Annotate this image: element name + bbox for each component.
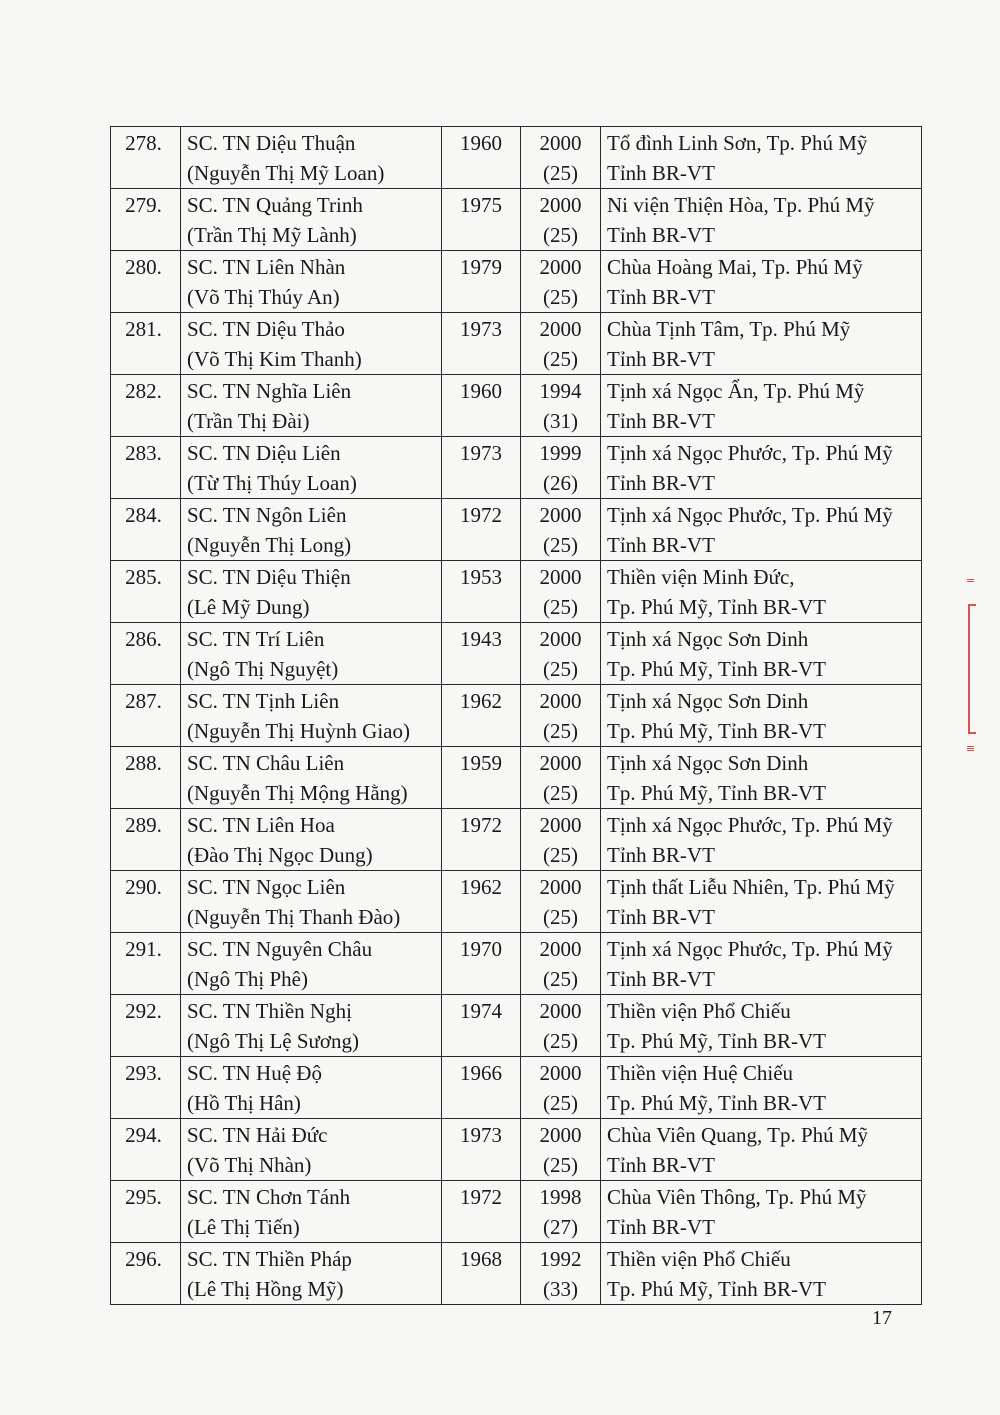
lay-name: (Ngô Thị Lệ Sương) (187, 1029, 359, 1053)
address-line-1: Tịnh thất Liễu Nhiên, Tp. Phú Mỹ (607, 875, 895, 899)
ordination-cell (521, 251, 601, 313)
nun-name-cell (181, 809, 442, 871)
birth-year: 1953 (442, 561, 521, 623)
birth-year: 1966 (442, 1057, 521, 1119)
birth-year: 1973 (442, 1119, 521, 1181)
nun-name-cell (181, 189, 442, 251)
address-cell (601, 251, 922, 313)
ordination-cell (521, 375, 601, 437)
ordination-age: (25) (543, 161, 578, 185)
ordination-age: (25) (543, 533, 578, 557)
row-number: 290. (111, 871, 181, 933)
ordination-age: (27) (543, 1215, 578, 1239)
ordination-year: 1998 (539, 1185, 582, 1209)
address-line-2: Tỉnh BR-VT (607, 843, 715, 867)
nun-name-cell (181, 871, 442, 933)
birth-year: 1959 (442, 747, 521, 809)
dharma-name: SC. TN Trí Liên (187, 627, 325, 651)
birth-year: 1973 (442, 437, 521, 499)
address-line-1: Chùa Hoàng Mai, Tp. Phú Mỹ (607, 255, 863, 279)
address-line-2: Tỉnh BR-VT (607, 347, 715, 371)
address-line-2: Tỉnh BR-VT (607, 223, 715, 247)
ordination-year: 1992 (539, 1247, 582, 1271)
birth-year: 1974 (442, 995, 521, 1057)
ordination-age: (31) (543, 409, 578, 433)
address-line-1: Tịnh xá Ngọc Sơn Dinh (607, 627, 809, 651)
birth-year: 1975 (442, 189, 521, 251)
address-line-2: Tỉnh BR-VT (607, 409, 715, 433)
row-number: 279. (111, 189, 181, 251)
nun-name-cell (181, 375, 442, 437)
nun-name-cell (181, 1057, 442, 1119)
ordination-cell (521, 747, 601, 809)
table-row (111, 747, 922, 809)
ordination-age: (25) (543, 843, 578, 867)
table-row (111, 1057, 922, 1119)
table-row (111, 809, 922, 871)
ordination-cell (521, 313, 601, 375)
address-cell (601, 189, 922, 251)
row-number: 287. (111, 685, 181, 747)
address-line-2: Tỉnh BR-VT (607, 285, 715, 309)
address-line-1: Ni viện Thiện Hòa, Tp. Phú Mỹ (607, 193, 875, 217)
ordination-cell (521, 561, 601, 623)
lay-name: (Võ Thị Nhàn) (187, 1153, 312, 1177)
dharma-name: SC. TN Nguyên Châu (187, 937, 373, 961)
ordination-year: 2000 (539, 255, 582, 279)
address-cell (601, 747, 922, 809)
table-row (111, 1119, 922, 1181)
ordination-year: 1999 (539, 441, 582, 465)
lay-name: (Nguyễn Thị Mỹ Loan) (187, 161, 385, 185)
address-cell (601, 561, 922, 623)
address-line-1: Tịnh xá Ngọc Phước, Tp. Phú Mỹ (607, 937, 893, 961)
address-line-1: Tịnh xá Ngọc Sơn Dinh (607, 689, 809, 713)
nun-name-cell (181, 1119, 442, 1181)
nun-name-cell (181, 313, 442, 375)
address-cell (601, 1119, 922, 1181)
row-number: 278. (111, 127, 181, 189)
ordination-cell (521, 189, 601, 251)
address-line-2: Tỉnh BR-VT (607, 1153, 715, 1177)
dharma-name: SC. TN Liên Nhàn (187, 255, 346, 279)
ordination-year: 2000 (539, 1123, 582, 1147)
dharma-name: SC. TN Diệu Liên (187, 441, 341, 465)
lay-name: (Nguyễn Thị Huỳnh Giao) (187, 719, 410, 743)
address-line-1: Tịnh xá Ngọc Ẩn, Tp. Phú Mỹ (607, 379, 865, 403)
row-number: 285. (111, 561, 181, 623)
birth-year: 1972 (442, 499, 521, 561)
address-cell (601, 1057, 922, 1119)
address-line-1: Thiền viện Minh Đức, (607, 565, 795, 589)
row-number: 289. (111, 809, 181, 871)
ordination-age: (25) (543, 657, 578, 681)
address-line-2: Tỉnh BR-VT (607, 471, 715, 495)
ordination-cell (521, 995, 601, 1057)
dharma-name: SC. TN Ngôn Liên (187, 503, 347, 527)
ordination-year: 2000 (539, 317, 582, 341)
address-line-1: Chùa Tịnh Tâm, Tp. Phú Mỹ (607, 317, 851, 341)
dharma-name: SC. TN Thiền Nghị (187, 999, 352, 1023)
address-line-1: Thiền viện Huệ Chiếu (607, 1061, 794, 1085)
birth-year: 1943 (442, 623, 521, 685)
lay-name: (Nguyễn Thị Thanh Đào) (187, 905, 401, 929)
dharma-name: SC. TN Huệ Độ (187, 1061, 322, 1085)
table-row (111, 995, 922, 1057)
dharma-name: SC. TN Hải Đức (187, 1123, 328, 1147)
lay-name: (Trần Thị Đài) (187, 409, 310, 433)
address-line-1: Tịnh xá Ngọc Sơn Dinh (607, 751, 809, 775)
address-cell (601, 933, 922, 995)
ordination-year: 2000 (539, 565, 582, 589)
row-number: 284. (111, 499, 181, 561)
address-line-2: Tp. Phú Mỹ, Tỉnh BR-VT (607, 719, 826, 743)
birth-year: 1973 (442, 313, 521, 375)
address-line-2: Tp. Phú Mỹ, Tỉnh BR-VT (607, 781, 826, 805)
address-line-2: Tỉnh BR-VT (607, 1215, 715, 1239)
dharma-name: SC. TN Châu Liên (187, 751, 345, 775)
nun-name-cell (181, 499, 442, 561)
table-row (111, 375, 922, 437)
ordination-year: 2000 (539, 813, 582, 837)
ordination-year: 2000 (539, 627, 582, 651)
row-number: 281. (111, 313, 181, 375)
table-row (111, 313, 922, 375)
table-row (111, 1181, 922, 1243)
row-number: 282. (111, 375, 181, 437)
address-line-1: Thiền viện Phổ Chiếu (607, 1247, 791, 1271)
address-line-2: Tp. Phú Mỹ, Tỉnh BR-VT (607, 657, 826, 681)
row-number: 294. (111, 1119, 181, 1181)
address-cell (601, 1181, 922, 1243)
table-row (111, 561, 922, 623)
address-cell (601, 685, 922, 747)
address-line-2: Tp. Phú Mỹ, Tỉnh BR-VT (607, 1091, 826, 1115)
nun-name-cell (181, 623, 442, 685)
nun-name-cell (181, 251, 442, 313)
nun-name-cell (181, 747, 442, 809)
table-row (111, 685, 922, 747)
lay-name: (Võ Thị Kim Thanh) (187, 347, 362, 371)
lay-name: (Đào Thị Ngọc Dung) (187, 843, 373, 867)
lay-name: (Lê Thị Hồng Mỹ) (187, 1277, 344, 1301)
address-cell (601, 499, 922, 561)
row-number: 293. (111, 1057, 181, 1119)
ordination-year: 2000 (539, 999, 582, 1023)
address-cell (601, 995, 922, 1057)
ordination-age: (25) (543, 1091, 578, 1115)
dharma-name: SC. TN Ngọc Liên (187, 875, 346, 899)
table-row (111, 933, 922, 995)
dharma-name: SC. TN Chơn Tánh (187, 1185, 351, 1209)
nun-name-cell (181, 1181, 442, 1243)
row-number: 288. (111, 747, 181, 809)
ordination-cell (521, 499, 601, 561)
ordination-age: (25) (543, 285, 578, 309)
address-cell (601, 623, 922, 685)
lay-name: (Hồ Thị Hân) (187, 1091, 301, 1115)
ordination-age: (26) (543, 471, 578, 495)
ordination-age: (25) (543, 1029, 578, 1053)
lay-name: (Võ Thị Thúy An) (187, 285, 340, 309)
ordination-age: (33) (543, 1277, 578, 1301)
ordination-cell (521, 437, 601, 499)
birth-year: 1979 (442, 251, 521, 313)
address-line-1: Thiền viện Phổ Chiếu (607, 999, 791, 1023)
dharma-name: SC. TN Tịnh Liên (187, 689, 340, 713)
ordination-age: (25) (543, 719, 578, 743)
ordination-year: 2000 (539, 751, 582, 775)
ordination-table (110, 126, 922, 1305)
ordination-year: 1994 (539, 379, 582, 403)
ordination-year: 2000 (539, 1061, 582, 1085)
address-line-1: Tổ đình Linh Sơn, Tp. Phú Mỹ (607, 131, 868, 155)
ordination-year: 2000 (539, 937, 582, 961)
address-line-2: Tỉnh BR-VT (607, 905, 715, 929)
table-row (111, 189, 922, 251)
table-row (111, 251, 922, 313)
ordination-cell (521, 933, 601, 995)
birth-year: 1972 (442, 1181, 521, 1243)
table-body (111, 127, 922, 1305)
ordination-cell (521, 685, 601, 747)
dharma-name: SC. TN Diệu Thuận (187, 131, 356, 155)
address-line-1: Tịnh xá Ngọc Phước, Tp. Phú Mỹ (607, 813, 893, 837)
lay-name: (Ngô Thị Nguyệt) (187, 657, 339, 681)
address-line-1: Chùa Viên Quang, Tp. Phú Mỹ (607, 1123, 869, 1147)
row-number: 296. (111, 1243, 181, 1305)
ordination-age: (25) (543, 1153, 578, 1177)
lay-name: (Ngô Thị Phê) (187, 967, 308, 991)
ordination-cell (521, 1119, 601, 1181)
address-cell (601, 375, 922, 437)
address-line-2: Tp. Phú Mỹ, Tỉnh BR-VT (607, 1277, 826, 1301)
table-row (111, 499, 922, 561)
dharma-name: SC. TN Liên Hoa (187, 813, 335, 837)
address-cell (601, 313, 922, 375)
page-number: 17 (872, 1307, 892, 1329)
birth-year: 1962 (442, 871, 521, 933)
ordination-year: 2000 (539, 875, 582, 899)
lay-name: (Từ Thị Thúy Loan) (187, 471, 357, 495)
lay-name: (Trần Thị Mỹ Lành) (187, 223, 357, 247)
address-line-2: Tỉnh BR-VT (607, 161, 715, 185)
address-line-2: Tỉnh BR-VT (607, 533, 715, 557)
ordination-cell (521, 1243, 601, 1305)
ordination-year: 2000 (539, 689, 582, 713)
ordination-cell (521, 1181, 601, 1243)
ordination-year: 2000 (539, 193, 582, 217)
birth-year: 1960 (442, 127, 521, 189)
row-number: 291. (111, 933, 181, 995)
ordination-cell (521, 127, 601, 189)
birth-year: 1970 (442, 933, 521, 995)
ordination-cell (521, 1057, 601, 1119)
ordination-year: 2000 (539, 503, 582, 527)
table-row (111, 127, 922, 189)
address-line-1: Tịnh xá Ngọc Phước, Tp. Phú Mỹ (607, 441, 893, 465)
row-number: 280. (111, 251, 181, 313)
address-cell (601, 127, 922, 189)
dharma-name: SC. TN Quảng Trinh (187, 193, 363, 217)
table-row (111, 1243, 922, 1305)
ordination-age: (25) (543, 967, 578, 991)
table-row (111, 437, 922, 499)
address-cell (601, 437, 922, 499)
lay-name: (Nguyễn Thị Mộng Hằng) (187, 781, 408, 805)
address-line-2: Tỉnh BR-VT (607, 967, 715, 991)
ordination-year: 2000 (539, 131, 582, 155)
address-cell (601, 1243, 922, 1305)
nun-name-cell (181, 995, 442, 1057)
dharma-name: SC. TN Nghĩa Liên (187, 379, 352, 403)
table-row (111, 623, 922, 685)
ordination-cell (521, 871, 601, 933)
address-line-2: Tp. Phú Mỹ, Tỉnh BR-VT (607, 595, 826, 619)
dharma-name: SC. TN Diệu Thiện (187, 565, 351, 589)
ordination-cell (521, 623, 601, 685)
row-number: 283. (111, 437, 181, 499)
nun-name-cell (181, 933, 442, 995)
lay-name: (Nguyễn Thị Long) (187, 533, 352, 557)
nun-name-cell (181, 437, 442, 499)
table-row (111, 871, 922, 933)
ordination-age: (25) (543, 781, 578, 805)
ordination-age: (25) (543, 223, 578, 247)
nun-name-cell (181, 1243, 442, 1305)
row-number: 286. (111, 623, 181, 685)
address-line-2: Tp. Phú Mỹ, Tỉnh BR-VT (607, 1029, 826, 1053)
birth-year: 1968 (442, 1243, 521, 1305)
address-cell (601, 871, 922, 933)
ordination-cell (521, 809, 601, 871)
row-number: 292. (111, 995, 181, 1057)
nun-name-cell (181, 685, 442, 747)
dharma-name: SC. TN Thiền Pháp (187, 1247, 352, 1271)
margin-stamp: = ≡ (966, 574, 976, 755)
lay-name: (Lê Mỹ Dung) (187, 595, 310, 619)
ordination-age: (25) (543, 347, 578, 371)
address-line-1: Chùa Viên Thông, Tp. Phú Mỹ (607, 1185, 867, 1209)
ordination-age: (25) (543, 595, 578, 619)
birth-year: 1960 (442, 375, 521, 437)
birth-year: 1962 (442, 685, 521, 747)
address-line-1: Tịnh xá Ngọc Phước, Tp. Phú Mỹ (607, 503, 893, 527)
birth-year: 1972 (442, 809, 521, 871)
dharma-name: SC. TN Diệu Thảo (187, 317, 345, 341)
lay-name: (Lê Thị Tiến) (187, 1215, 300, 1239)
nun-name-cell (181, 127, 442, 189)
nun-name-cell (181, 561, 442, 623)
ordination-age: (25) (543, 905, 578, 929)
row-number: 295. (111, 1181, 181, 1243)
address-cell (601, 809, 922, 871)
